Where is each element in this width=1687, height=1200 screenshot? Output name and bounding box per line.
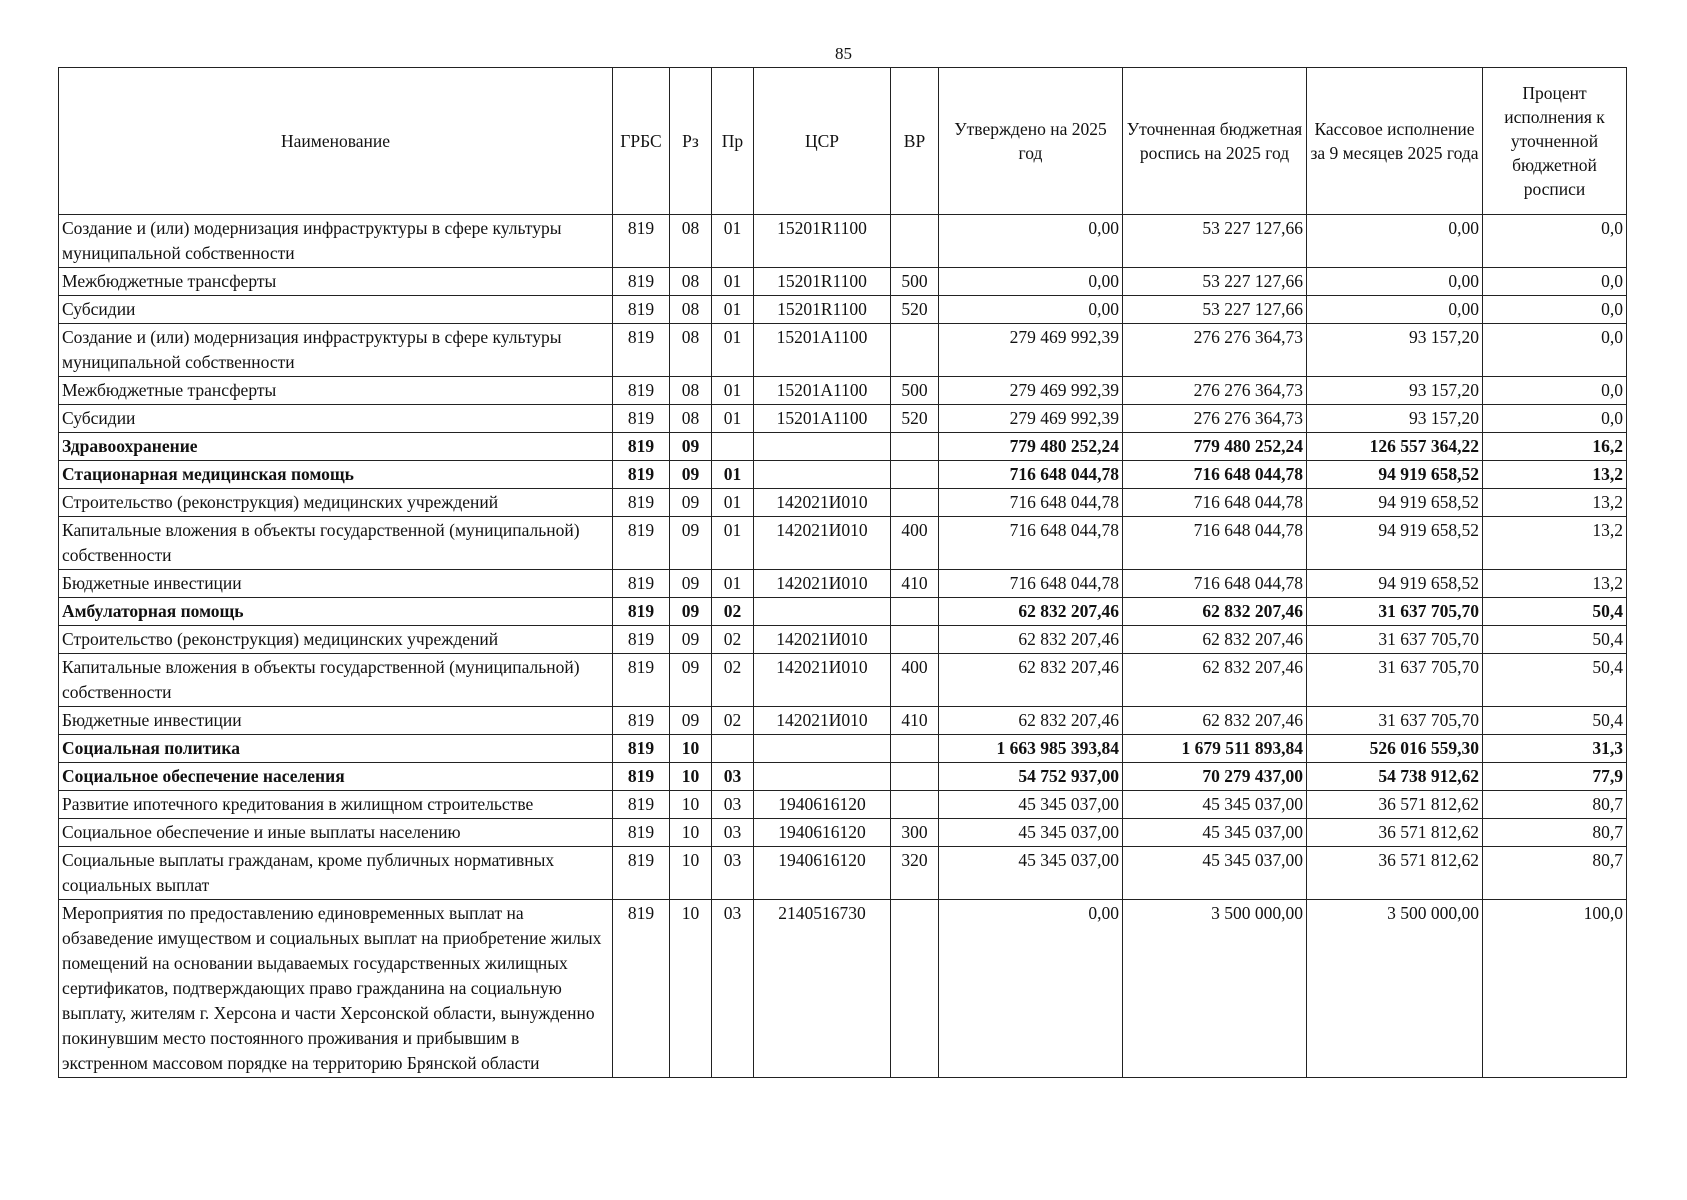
cell-pr: 01 — [712, 489, 754, 517]
cell-cash: 94 919 658,52 — [1307, 570, 1483, 598]
cell-cash: 0,00 — [1307, 215, 1483, 268]
cell-name: Бюджетные инвестиции — [59, 570, 613, 598]
cell-rz: 09 — [670, 707, 712, 735]
cell-csr — [754, 598, 891, 626]
cell-percent: 0,0 — [1483, 268, 1627, 296]
cell-refined: 276 276 364,73 — [1123, 405, 1307, 433]
cell-grbs: 819 — [613, 433, 670, 461]
cell-grbs: 819 — [613, 296, 670, 324]
cell-approved: 716 648 044,78 — [939, 489, 1123, 517]
table-row — [59, 626, 1627, 654]
cell-grbs: 819 — [613, 598, 670, 626]
cell-rz: 09 — [670, 626, 712, 654]
cell-percent: 13,2 — [1483, 517, 1627, 570]
cell-pr — [712, 735, 754, 763]
cell-name: Стационарная медицинская помощь — [59, 461, 613, 489]
cell-percent: 16,2 — [1483, 433, 1627, 461]
cell-vr: 300 — [891, 819, 939, 847]
table-header-row — [59, 68, 1627, 215]
table-row — [59, 489, 1627, 517]
cell-pr: 03 — [712, 791, 754, 819]
cell-name: Строительство (реконструкция) медицинских учреждений — [59, 489, 613, 517]
cell-pr: 02 — [712, 626, 754, 654]
cell-refined: 62 832 207,46 — [1123, 598, 1307, 626]
cell-vr: 400 — [891, 517, 939, 570]
cell-pr: 02 — [712, 707, 754, 735]
cell-vr: 320 — [891, 847, 939, 900]
cell-refined: 53 227 127,66 — [1123, 215, 1307, 268]
cell-name: Социальное обеспечение и иные выплаты населению — [59, 819, 613, 847]
cell-pr: 01 — [712, 517, 754, 570]
cell-refined: 716 648 044,78 — [1123, 489, 1307, 517]
cell-csr: 15201A1100 — [754, 324, 891, 377]
table-row — [59, 900, 1627, 1078]
cell-rz: 08 — [670, 377, 712, 405]
cell-refined: 45 345 037,00 — [1123, 819, 1307, 847]
cell-refined: 62 832 207,46 — [1123, 654, 1307, 707]
cell-refined: 716 648 044,78 — [1123, 461, 1307, 489]
header-refined: Уточненная бюджетная роспись на 2025 год — [1123, 68, 1307, 215]
cell-cash: 31 637 705,70 — [1307, 598, 1483, 626]
cell-csr — [754, 461, 891, 489]
cell-cash: 3 500 000,00 — [1307, 900, 1483, 1078]
cell-vr: 520 — [891, 296, 939, 324]
cell-vr: 520 — [891, 405, 939, 433]
cell-vr — [891, 489, 939, 517]
table-row — [59, 654, 1627, 707]
cell-percent: 13,2 — [1483, 461, 1627, 489]
header-rz: Рз — [670, 68, 712, 215]
cell-name: Социальное обеспечение населения — [59, 763, 613, 791]
page-number: 85 — [835, 44, 852, 63]
cell-rz: 08 — [670, 405, 712, 433]
cell-percent: 31,3 — [1483, 735, 1627, 763]
cell-csr: 15201A1100 — [754, 405, 891, 433]
cell-name: Мероприятия по предоставлению единовременных выплат на обзаведение имуществом и социальных выплат на приобретение жилых помещений на основании выдаваемых государственных жилищных сертификатов, подтверждающих право гражданина на социальную выплату, жителям г. Херсона и части Херсонской области, вынужденно покинувшим место постоянного проживания и прибывшим в экстренном массовом порядке на территорию Брянской области — [59, 900, 613, 1078]
table-row — [59, 433, 1627, 461]
cell-approved: 279 469 992,39 — [939, 405, 1123, 433]
cell-rz: 10 — [670, 763, 712, 791]
cell-vr: 500 — [891, 377, 939, 405]
table-row — [59, 847, 1627, 900]
cell-rz: 10 — [670, 900, 712, 1078]
header-approved: Утверждено на 2025 год — [939, 68, 1123, 215]
cell-refined: 53 227 127,66 — [1123, 268, 1307, 296]
cell-refined: 45 345 037,00 — [1123, 847, 1307, 900]
cell-pr: 01 — [712, 377, 754, 405]
table-row — [59, 791, 1627, 819]
cell-pr: 02 — [712, 654, 754, 707]
cell-grbs: 819 — [613, 847, 670, 900]
cell-approved: 279 469 992,39 — [939, 377, 1123, 405]
cell-grbs: 819 — [613, 791, 670, 819]
cell-percent: 80,7 — [1483, 847, 1627, 900]
cell-refined: 276 276 364,73 — [1123, 377, 1307, 405]
cell-percent: 0,0 — [1483, 296, 1627, 324]
cell-name: Создание и (или) модернизация инфраструктуры в сфере культуры муниципальной собственности — [59, 215, 613, 268]
cell-grbs: 819 — [613, 489, 670, 517]
header-name: Наименование — [59, 68, 613, 215]
cell-percent: 80,7 — [1483, 791, 1627, 819]
table-row — [59, 735, 1627, 763]
cell-rz: 08 — [670, 215, 712, 268]
cell-grbs: 819 — [613, 707, 670, 735]
cell-cash: 36 571 812,62 — [1307, 847, 1483, 900]
cell-name: Социальная политика — [59, 735, 613, 763]
cell-approved: 0,00 — [939, 215, 1123, 268]
cell-refined: 716 648 044,78 — [1123, 570, 1307, 598]
cell-cash: 93 157,20 — [1307, 377, 1483, 405]
cell-csr: 1940616120 — [754, 791, 891, 819]
cell-cash: 94 919 658,52 — [1307, 489, 1483, 517]
cell-cash: 526 016 559,30 — [1307, 735, 1483, 763]
cell-grbs: 819 — [613, 626, 670, 654]
cell-percent: 50,4 — [1483, 654, 1627, 707]
cell-name: Капитальные вложения в объекты государственной (муниципальной) собственности — [59, 517, 613, 570]
cell-refined: 62 832 207,46 — [1123, 626, 1307, 654]
table-row — [59, 819, 1627, 847]
cell-rz: 10 — [670, 847, 712, 900]
cell-name: Межбюджетные трансферты — [59, 268, 613, 296]
cell-vr: 410 — [891, 707, 939, 735]
cell-vr — [891, 598, 939, 626]
cell-csr: 142021И010 — [754, 626, 891, 654]
header-vr: ВР — [891, 68, 939, 215]
cell-cash: 0,00 — [1307, 296, 1483, 324]
header-csr: ЦСР — [754, 68, 891, 215]
cell-refined: 716 648 044,78 — [1123, 517, 1307, 570]
cell-vr — [891, 215, 939, 268]
cell-percent: 50,4 — [1483, 598, 1627, 626]
cell-percent: 0,0 — [1483, 324, 1627, 377]
cell-csr: 15201R1100 — [754, 215, 891, 268]
cell-name: Социальные выплаты гражданам, кроме публичных нормативных социальных выплат — [59, 847, 613, 900]
cell-cash: 126 557 364,22 — [1307, 433, 1483, 461]
cell-refined: 70 279 437,00 — [1123, 763, 1307, 791]
cell-name: Бюджетные инвестиции — [59, 707, 613, 735]
cell-vr — [891, 763, 939, 791]
cell-percent: 0,0 — [1483, 377, 1627, 405]
cell-grbs: 819 — [613, 215, 670, 268]
cell-pr: 01 — [712, 296, 754, 324]
cell-name: Межбюджетные трансферты — [59, 377, 613, 405]
cell-refined: 45 345 037,00 — [1123, 791, 1307, 819]
cell-csr: 1940616120 — [754, 819, 891, 847]
cell-approved: 0,00 — [939, 296, 1123, 324]
cell-rz: 09 — [670, 654, 712, 707]
table-row — [59, 570, 1627, 598]
cell-rz: 10 — [670, 735, 712, 763]
cell-pr: 03 — [712, 819, 754, 847]
cell-cash: 0,00 — [1307, 268, 1483, 296]
cell-refined: 779 480 252,24 — [1123, 433, 1307, 461]
table-row — [59, 377, 1627, 405]
cell-rz: 09 — [670, 489, 712, 517]
cell-cash: 93 157,20 — [1307, 405, 1483, 433]
cell-percent: 77,9 — [1483, 763, 1627, 791]
cell-cash: 94 919 658,52 — [1307, 461, 1483, 489]
table-row — [59, 707, 1627, 735]
cell-percent: 100,0 — [1483, 900, 1627, 1078]
header-grbs: ГРБС — [613, 68, 670, 215]
cell-name: Здравоохранение — [59, 433, 613, 461]
cell-csr — [754, 433, 891, 461]
cell-pr: 01 — [712, 570, 754, 598]
cell-csr: 142021И010 — [754, 489, 891, 517]
cell-cash: 54 738 912,62 — [1307, 763, 1483, 791]
table-row — [59, 461, 1627, 489]
cell-percent: 50,4 — [1483, 626, 1627, 654]
cell-rz: 08 — [670, 296, 712, 324]
cell-pr: 01 — [712, 215, 754, 268]
cell-pr: 01 — [712, 405, 754, 433]
cell-percent: 0,0 — [1483, 215, 1627, 268]
cell-name: Строительство (реконструкция) медицинских учреждений — [59, 626, 613, 654]
cell-grbs: 819 — [613, 654, 670, 707]
cell-percent: 0,0 — [1483, 405, 1627, 433]
cell-approved: 716 648 044,78 — [939, 461, 1123, 489]
table-row — [59, 763, 1627, 791]
cell-cash: 31 637 705,70 — [1307, 707, 1483, 735]
cell-refined: 3 500 000,00 — [1123, 900, 1307, 1078]
cell-name: Субсидии — [59, 296, 613, 324]
cell-vr — [891, 735, 939, 763]
cell-csr: 15201A1100 — [754, 377, 891, 405]
cell-pr: 01 — [712, 461, 754, 489]
cell-csr: 1940616120 — [754, 847, 891, 900]
table-row — [59, 405, 1627, 433]
cell-approved: 279 469 992,39 — [939, 324, 1123, 377]
cell-approved: 62 832 207,46 — [939, 626, 1123, 654]
cell-percent: 13,2 — [1483, 570, 1627, 598]
cell-approved: 62 832 207,46 — [939, 707, 1123, 735]
cell-rz: 08 — [670, 268, 712, 296]
cell-approved: 779 480 252,24 — [939, 433, 1123, 461]
cell-rz: 10 — [670, 819, 712, 847]
cell-grbs: 819 — [613, 517, 670, 570]
cell-grbs: 819 — [613, 377, 670, 405]
cell-cash: 93 157,20 — [1307, 324, 1483, 377]
cell-vr: 410 — [891, 570, 939, 598]
table-row — [59, 296, 1627, 324]
cell-csr: 15201R1100 — [754, 296, 891, 324]
cell-refined: 276 276 364,73 — [1123, 324, 1307, 377]
cell-cash: 36 571 812,62 — [1307, 791, 1483, 819]
cell-percent: 80,7 — [1483, 819, 1627, 847]
cell-approved: 45 345 037,00 — [939, 847, 1123, 900]
cell-grbs: 819 — [613, 763, 670, 791]
cell-vr — [891, 324, 939, 377]
cell-grbs: 819 — [613, 461, 670, 489]
cell-name: Субсидии — [59, 405, 613, 433]
cell-approved: 62 832 207,46 — [939, 654, 1123, 707]
cell-grbs: 819 — [613, 405, 670, 433]
cell-csr — [754, 735, 891, 763]
table-row — [59, 268, 1627, 296]
cell-cash: 31 637 705,70 — [1307, 626, 1483, 654]
cell-approved: 62 832 207,46 — [939, 598, 1123, 626]
cell-approved: 1 663 985 393,84 — [939, 735, 1123, 763]
cell-percent: 13,2 — [1483, 489, 1627, 517]
cell-grbs: 819 — [613, 819, 670, 847]
table-row — [59, 324, 1627, 377]
cell-refined: 53 227 127,66 — [1123, 296, 1307, 324]
cell-pr: 02 — [712, 598, 754, 626]
cell-vr: 400 — [891, 654, 939, 707]
table-row — [59, 598, 1627, 626]
cell-vr — [891, 900, 939, 1078]
cell-name: Развитие ипотечного кредитования в жилищном строительстве — [59, 791, 613, 819]
cell-name: Капитальные вложения в объекты государственной (муниципальной) собственности — [59, 654, 613, 707]
cell-pr: 03 — [712, 900, 754, 1078]
cell-csr: 2140516730 — [754, 900, 891, 1078]
cell-name: Амбулаторная помощь — [59, 598, 613, 626]
cell-vr — [891, 626, 939, 654]
cell-vr — [891, 433, 939, 461]
cell-cash: 94 919 658,52 — [1307, 517, 1483, 570]
cell-pr — [712, 433, 754, 461]
cell-csr: 142021И010 — [754, 707, 891, 735]
cell-rz: 08 — [670, 324, 712, 377]
cell-csr: 142021И010 — [754, 570, 891, 598]
cell-grbs: 819 — [613, 324, 670, 377]
cell-rz: 09 — [670, 433, 712, 461]
header-cash: Кассовое исполнение за 9 месяцев 2025 года — [1307, 68, 1483, 215]
cell-approved: 45 345 037,00 — [939, 819, 1123, 847]
cell-vr — [891, 791, 939, 819]
cell-pr: 01 — [712, 268, 754, 296]
cell-rz: 09 — [670, 517, 712, 570]
cell-approved: 0,00 — [939, 900, 1123, 1078]
budget-table — [58, 67, 1627, 1078]
cell-pr: 03 — [712, 847, 754, 900]
cell-grbs: 819 — [613, 570, 670, 598]
cell-csr — [754, 763, 891, 791]
header-pr: Пр — [712, 68, 754, 215]
cell-approved: 716 648 044,78 — [939, 570, 1123, 598]
cell-cash: 31 637 705,70 — [1307, 654, 1483, 707]
cell-rz: 09 — [670, 570, 712, 598]
cell-grbs: 819 — [613, 900, 670, 1078]
cell-pr: 01 — [712, 324, 754, 377]
cell-grbs: 819 — [613, 735, 670, 763]
cell-approved: 716 648 044,78 — [939, 517, 1123, 570]
cell-rz: 09 — [670, 461, 712, 489]
cell-approved: 54 752 937,00 — [939, 763, 1123, 791]
cell-approved: 0,00 — [939, 268, 1123, 296]
cell-csr: 142021И010 — [754, 654, 891, 707]
cell-rz: 10 — [670, 791, 712, 819]
header-percent: Процент исполнения к уточненной бюджетной росписи — [1483, 68, 1627, 215]
table-row — [59, 215, 1627, 268]
cell-refined: 1 679 511 893,84 — [1123, 735, 1307, 763]
cell-refined: 62 832 207,46 — [1123, 707, 1307, 735]
cell-name: Создание и (или) модернизация инфраструктуры в сфере культуры муниципальной собственности — [59, 324, 613, 377]
cell-pr: 03 — [712, 763, 754, 791]
cell-cash: 36 571 812,62 — [1307, 819, 1483, 847]
cell-csr: 142021И010 — [754, 517, 891, 570]
cell-vr — [891, 461, 939, 489]
table-row — [59, 517, 1627, 570]
cell-vr: 500 — [891, 268, 939, 296]
cell-percent: 50,4 — [1483, 707, 1627, 735]
cell-approved: 45 345 037,00 — [939, 791, 1123, 819]
cell-csr: 15201R1100 — [754, 268, 891, 296]
cell-rz: 09 — [670, 598, 712, 626]
cell-grbs: 819 — [613, 268, 670, 296]
